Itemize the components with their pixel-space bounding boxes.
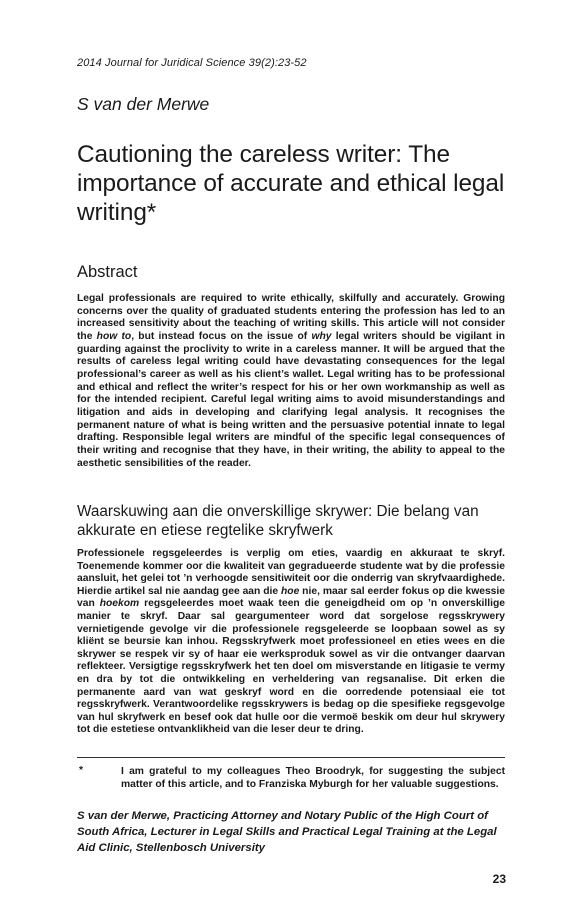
- footnote-marker: *: [79, 765, 84, 776]
- afrikaans-text-2: nie, maar sal eerder fokus op die kwessie van: [77, 585, 505, 610]
- abstract-text-1: Legal professionals are required to write ethically, skilfully and accurately. Growing concerns over the quality of graduated students entering the profession has led to an increased sensitivity about the teaching of writing skills. This article will not consider the: [77, 293, 505, 342]
- afrikaans-text-1: Professionele regsgeleerdes is verplig om eties, vaardig en akkuraat te skryf. Toenemende kommer oor die kwaliteit van gegradueerde studente wat by die professie aansluit, het gelei tot ’n verhoogde sensitiwiteit oor die onderrig van skryfvaardighede. Hierdie artikel sal nie aandag gee aan die: [77, 548, 505, 597]
- abstract-heading: Abstract: [77, 263, 138, 281]
- abstract-text-2: , but instead focus on the issue of: [131, 330, 312, 342]
- abstract-body: [77, 293, 505, 470]
- page-number: 23: [492, 872, 506, 886]
- article-title: Cautioning the careless writer: The importance of accurate and ethical legal writing*: [77, 141, 505, 226]
- afrikaans-body: [77, 548, 505, 737]
- abstract-emphasis-how-to: how to: [96, 330, 132, 342]
- afrikaans-text-3: regsgeleerdes moet waak teen die geneigdheid om op ’n onverskillige manier te skryf. Daar sal geargumenteer word dat sorgelose regsskrywery vernietigende gevolge vir die professionele regsgeleerde se loopbaan sowel as sy kliënt se beursie kan inhou. Regsskryfwerk moet professioneel en eties wees en die skrywer se respek vir sy of haar eie werksproduk sowel as vir die ontvanger daarvan reflekteer. Versigtige regsskryfwerk het ten doel om misverstande en litigasie te vermy en dra by tot die ontwikkeling en verheldering van regsanalise. Dit erken die permanente aard van wat geskryf word en die oorredende potensiaal eie tot regsskryfwerk. Verantwoordelike regsskrywers is bedag op die spesifieke regsgevolge van hul skryfwerk en besef ook dat hulle oor die vermoë beskik om deur hul skrywery tot die estetiese ontvanklikheid van die leser deur te dring.: [77, 598, 505, 736]
- author-name: S van der Merwe: [77, 94, 210, 114]
- author-affiliation: S van der Merwe, Practicing Attorney and Notary Public of the High Court of South Africa, Lecturer in Legal Skills and Practical Legal Training at the Legal Aid Clinic, Stellenbosch University: [77, 810, 497, 854]
- afrikaans-emphasis-hoe: hoe: [280, 585, 300, 597]
- afrikaans-emphasis-hoekom: hoekom: [99, 598, 140, 610]
- abstract-emphasis-why: why: [311, 330, 332, 342]
- footnote-text: I am grateful to my colleagues Theo Broodryk, for suggesting the subject matter of this article, and to Franziska Myburgh for her valuable suggestions.: [121, 766, 505, 790]
- abstract-text-3: legal writers should be vigilant in guarding against the proclivity to write in a careless manner. It will be argued that the results of careless legal writing could have devastating consequences for the legal professional’s career as well as his client’s wallet. Legal writing has to be professional and ethical and reflect the writer’s respect for his or her own workmanship as well as for the intended recipient. Careful legal writing aims to avoid misunderstandings and litigation and aids in developing and clarifying legal analysis. It recognises the permanent nature of what is being written and the persuasive potential innate to legal drafting. Responsible legal writers are mindful of the specific legal consequences of their writing and recognise that they have, in their writing, the ability to appeal to the aesthetic sensibilities of the reader.: [77, 330, 505, 469]
- afrikaans-heading: Waarskuwing aan die onverskillige skrywer: Die belang van akkurate en etiese regtelike skryfwerk: [77, 503, 479, 539]
- footnote-divider: [77, 757, 505, 758]
- journal-citation: 2014 Journal for Juridical Science 39(2):23-52: [77, 57, 307, 69]
